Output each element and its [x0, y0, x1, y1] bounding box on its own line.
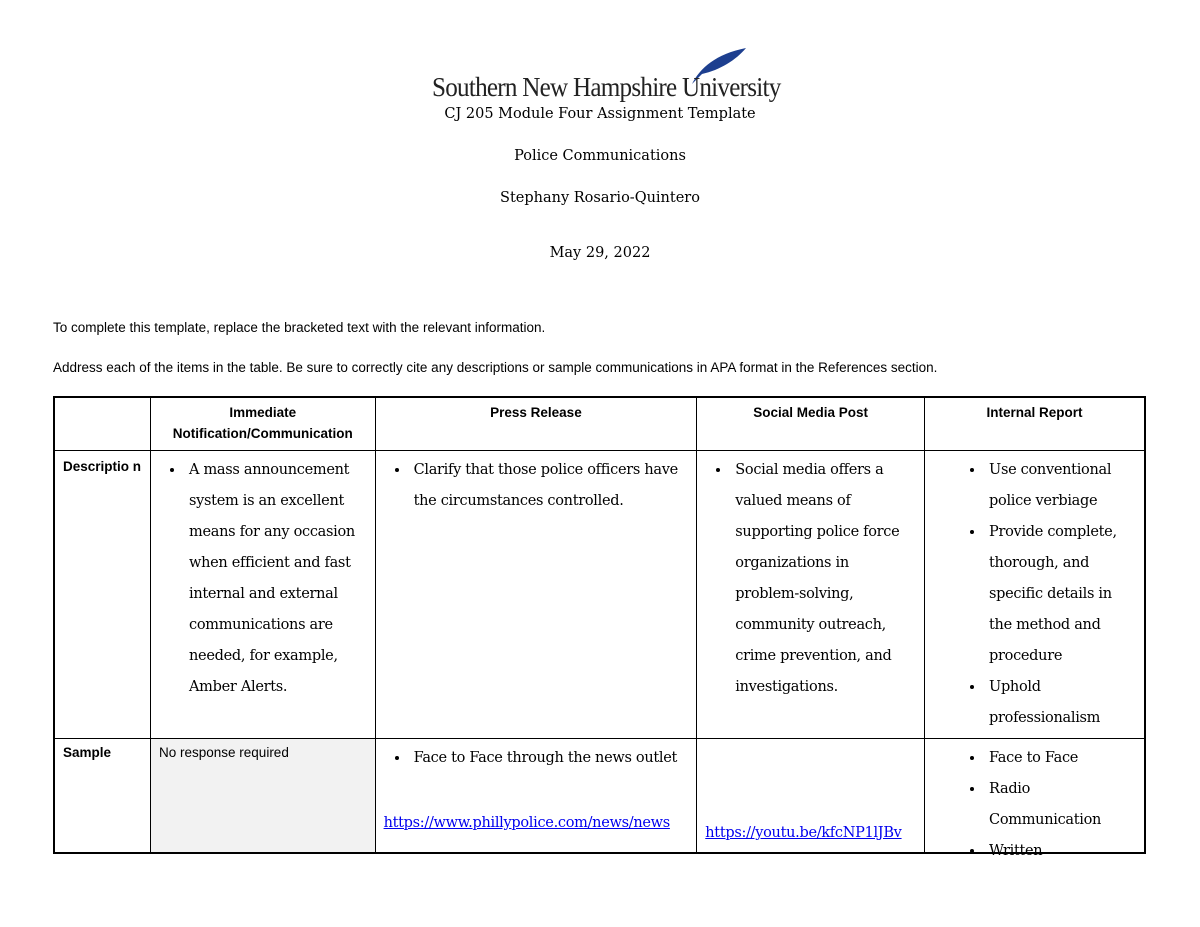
list-item: • Uphold professionalism — [985, 672, 1136, 734]
cell-sample-social — [697, 739, 925, 853]
cell-description-immediate — [151, 451, 376, 739]
social-media-link[interactable]: https://youtu.be/kfcNP1lJBv — [705, 825, 902, 841]
list-item: • Social media offers a valued means of supporting police force organizations in problem-solving, community outreach, crime prevention, and investigations. — [731, 455, 916, 703]
cell-description-internal — [925, 451, 1145, 739]
instruction-1: To complete this template, replace the bracketed text with the relevant information. — [53, 320, 546, 335]
press-release-link[interactable]: https://www.phillypolice.com/news/news — [383, 815, 670, 831]
document-subtitle: Police Communications — [514, 148, 686, 164]
document-title: CJ 205 Module Four Assignment Template — [444, 106, 756, 122]
list-item: • A mass announcement system is an excellent means for any occasion when efficient and fast internal and external communications are needed, for example, Amber Alerts. — [185, 455, 367, 703]
cell-sample-internal — [925, 739, 1145, 859]
row-label-description: Descriptio n — [54, 451, 151, 739]
cell-sample-immediate: No response required — [151, 739, 376, 853]
table-row-description — [54, 451, 1145, 739]
header-internal-report: Internal Report — [925, 397, 1145, 451]
cell-description-social — [697, 451, 925, 739]
list-item: • Use conventional police verbiage — [985, 455, 1136, 517]
list-item: • Written — [985, 836, 1136, 867]
assignment-table — [53, 396, 1146, 859]
table-header-row — [54, 397, 1145, 451]
row-label-sample: Sample — [54, 739, 151, 853]
author-name: Stephany Rosario-Quintero — [500, 190, 700, 206]
snhu-logo — [432, 48, 781, 108]
logo-text: Southern New Hampshire University — [432, 72, 781, 102]
header-press-release: Press Release — [375, 397, 697, 451]
list-item: • Face to Face — [985, 743, 1136, 774]
instruction-2: Address each of the items in the table. Be sure to correctly cite any descriptions or sample communications in APA format in the References section. — [53, 360, 938, 375]
list-item: • Face to Face through the news outlet — [410, 743, 689, 774]
cell-description-press — [375, 451, 697, 739]
header-immediate: Immediate Notification/Communication — [151, 397, 376, 451]
header-cell-empty — [54, 397, 151, 451]
list-item: • Clarify that those police officers have the circumstances controlled. — [410, 455, 689, 517]
table-row-sample — [54, 739, 1145, 853]
header-social-media: Social Media Post — [697, 397, 925, 451]
list-item: • Provide complete, thorough, and specific details in the method and procedure — [985, 517, 1136, 672]
list-item: • Radio Communication — [985, 774, 1136, 836]
document-date: May 29, 2022 — [549, 245, 651, 261]
cell-sample-press — [375, 739, 697, 853]
